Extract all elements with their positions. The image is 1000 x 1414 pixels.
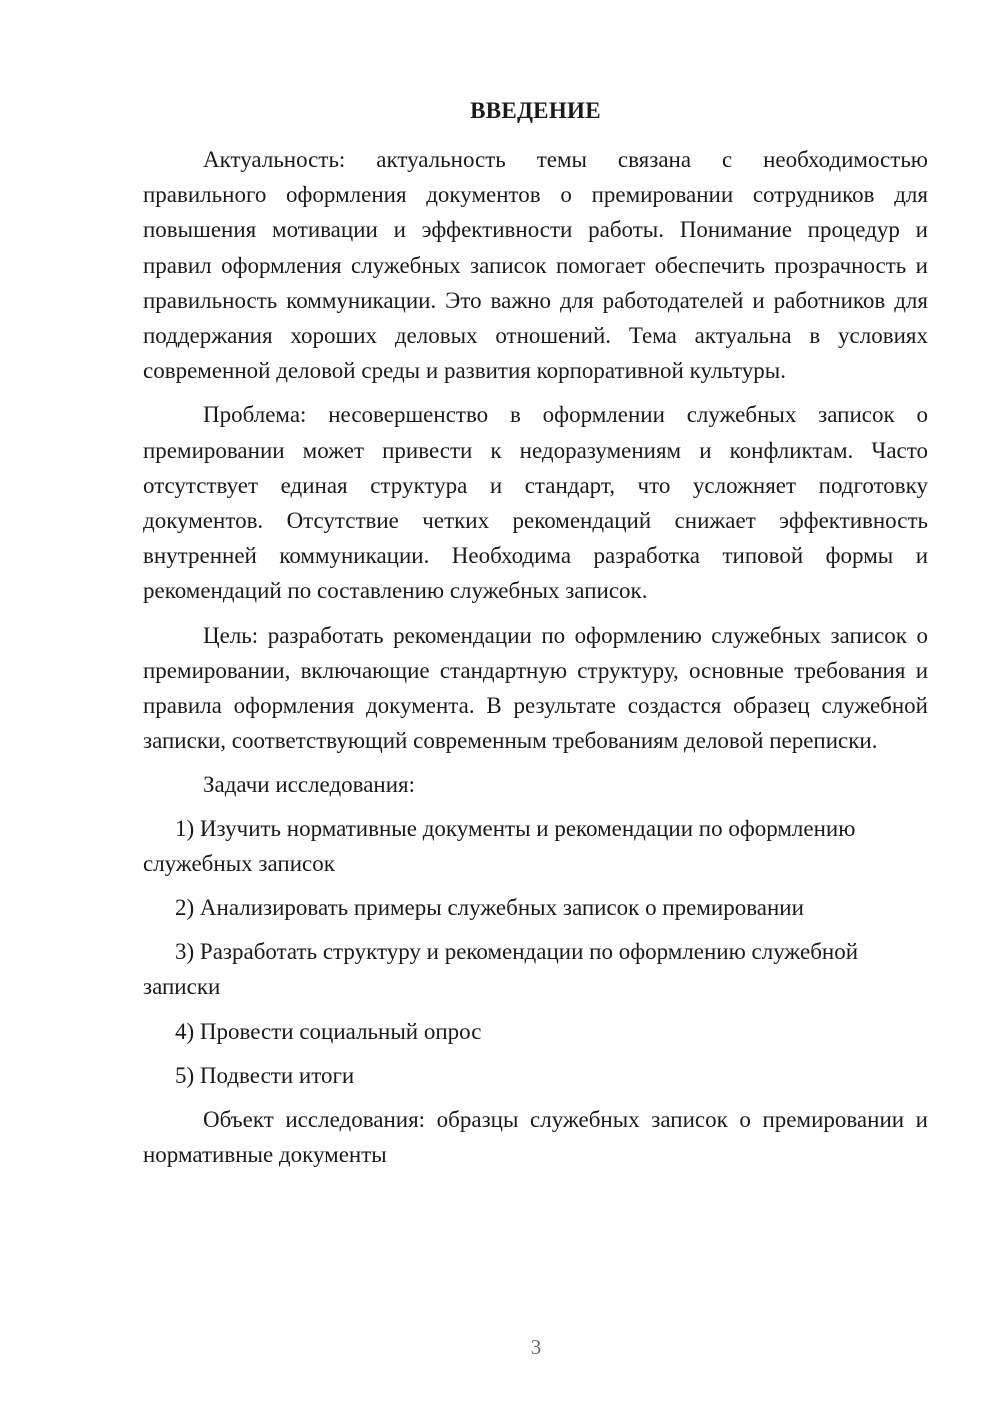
list-item: 3) Разработать структуру и рекомендации по оформлению служебной записки	[143, 939, 859, 1000]
page-number: 3	[530, 1335, 542, 1359]
document-body	[143, 142, 928, 1172]
tasks-list	[143, 811, 928, 1093]
paragraph-object: Объект исследования: образцы служебных записок о премировании и нормативные документы	[143, 1107, 928, 1168]
list-item: 5) Подвести итоги	[175, 1062, 355, 1088]
section-heading: ВВЕДЕНИЕ	[470, 98, 601, 123]
list-item: 4) Провести социальный опрос	[175, 1018, 482, 1044]
list-item: 2) Анализировать примеры служебных записок о премировании	[175, 895, 804, 921]
paragraph-relevance: Актуальность: актуальность темы связана с необходимостью правильного оформления документов о премировании сотрудников для повышения мотивации и эффективности работы. Понимание процедур и правил оформления служебных записок помогает обеспечить прозрачность и правильность коммуникации. Это важно для работодателей и работников для поддержания хороших деловых отношений. Тема актуальна в условиях современной деловой среды и развития корпоративной культуры.	[143, 147, 928, 384]
list-item: 1) Изучить нормативные документы и рекомендации по оформлению служебных записок	[143, 815, 856, 876]
paragraph-goal: Цель: разработать рекомендации по оформлению служебных записок о премировании, включающие стандартную структуру, основные требования и правила оформления документа. В результате создастся образец служебной записки, соответствующий современным требованиям деловой переписки.	[143, 622, 928, 754]
paragraph-problem: Проблема: несовершенство в оформлении служебных записок о премировании может привести к недоразумениям и конфликтам. Часто отсутствует единая структура и стандарт, что усложняет подготовку документов. Отсутствие четких рекомендаций снижает эффективность внутренней коммуникации. Необходима разработка типовой формы и рекомендаций по составлению служебных записок.	[143, 402, 928, 604]
tasks-title: Задачи исследования:	[203, 772, 416, 798]
